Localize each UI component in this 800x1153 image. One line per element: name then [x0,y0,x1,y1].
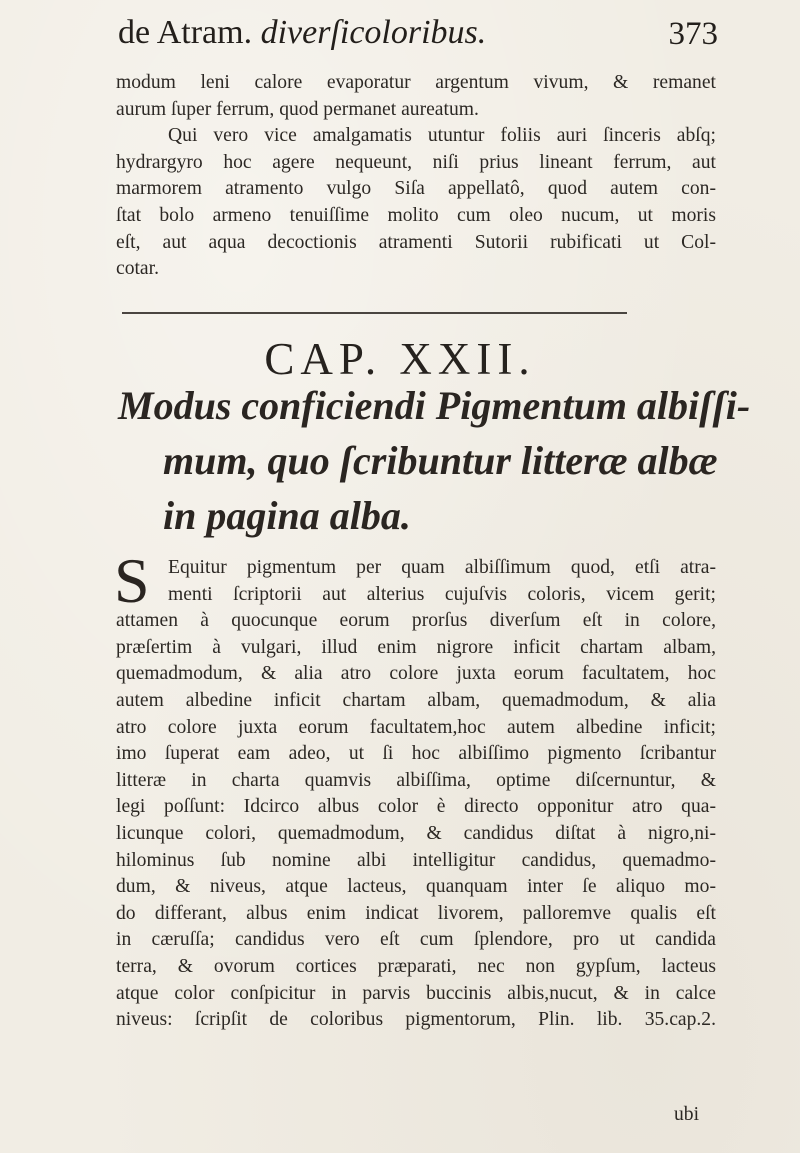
text-line: terra, & ovorum cortices præparati, nec non gypſum, lacteus [116,955,716,977]
text-line: aurum ſuper ferrum, quod permanet aureatum. [116,98,479,120]
text-line: cotar. [116,258,159,280]
chapter-number: CAP. XXII. [264,334,536,384]
paragraph-pigment [114,545,716,1034]
drop-cap: S [114,545,150,616]
text-line: attamen à quocunque eorum prorſus diverſum eſt in colore, [116,610,716,632]
text-line: dum, & niveus, atque lacteus, quanquam inter ſe aliquo mo- [116,876,716,898]
running-head-title [118,14,486,52]
paragraph-amalgam [116,70,716,283]
text-line: autem albedine inficit chartam albam, quemadmodum, & alia [116,689,716,711]
catch-word: ubi [674,1104,700,1125]
text-line: licunque colori, quemadmodum, & candidus diſtat à nigro,ni- [116,822,716,844]
running-head [118,14,718,64]
text-line: litteræ in charta quamvis albiſſima, optime diſcernuntur, & [116,769,716,791]
text-line: præſertim à vulgari, illud enim nigrore inficit chartam albam, [116,636,716,658]
text-line: Qui vero vice amalgamatis utuntur foliis auri ſinceris abſq; [168,125,716,147]
text-line: ſtat bolo armeno tenuiſſime molito cum oleo nucum, ut moris [116,204,716,226]
text-line: legi poſſunt: Idcirco albus color è directo opponitur atro qua- [116,796,716,818]
running-head-title-prefix: de Atram. [118,14,253,51]
text-line: niveus: ſcripſit de coloribus pigmentorum, Plin. lib. 35.cap.2. [116,1009,716,1031]
text-line: hilominus ſub nomine albi intelligitur candidus, quemadmo- [116,849,716,871]
text-line: Equitur pigmentum per quam albiſſimum quod, etſi atra- [168,557,716,578]
page-number: 373 [668,16,718,52]
text-line: menti ſcriptorii aut alterius cujuſvis coloris, vicem gerit; [168,583,716,605]
text-line: eſt, aut aqua decoctionis atramenti Sutorii rubificati ut Col- [116,231,716,253]
text-line: imo ſuperat eam adeo, ut ſi hoc albiſſimo pigmento ſcribantur [116,743,716,765]
chapter-title [118,378,751,543]
chapter-title-line: mum, quo ſcribuntur litteræ albæ [163,438,718,483]
section-divider [122,312,627,314]
text-line: do differant, albus enim indicat livorem, palloremve qualis eſt [116,902,716,924]
running-head-title-italic: diverſicoloribus. [260,14,487,51]
chapter-title-line: Modus conficiendi Pigmentum albiſſi- [118,383,751,428]
chapter-title-line: in pagina alba. [163,493,411,538]
text-line: in cæruſſa; candidus vero eſt cum ſplendore, pro ut candida [116,929,716,951]
text-line: marmorem atramento vulgo Siſa appellatô, quod autem con- [116,178,716,200]
text-line: quemadmodum, & alia atro colore juxta eorum facultatem, hoc [116,663,716,685]
text-line: modum leni calore evaporatur argentum vivum, & remanet [116,72,716,93]
text-line: hydrargyro hoc agere nequeunt, niſi prius lineant ferrum, aut [116,151,716,173]
text-line: atro colore juxta eorum facultatem,hoc autem albedine inficit; [116,716,716,738]
text-line: atque color conſpicitur in parvis buccinis albis,nucut, & in calce [116,982,716,1004]
